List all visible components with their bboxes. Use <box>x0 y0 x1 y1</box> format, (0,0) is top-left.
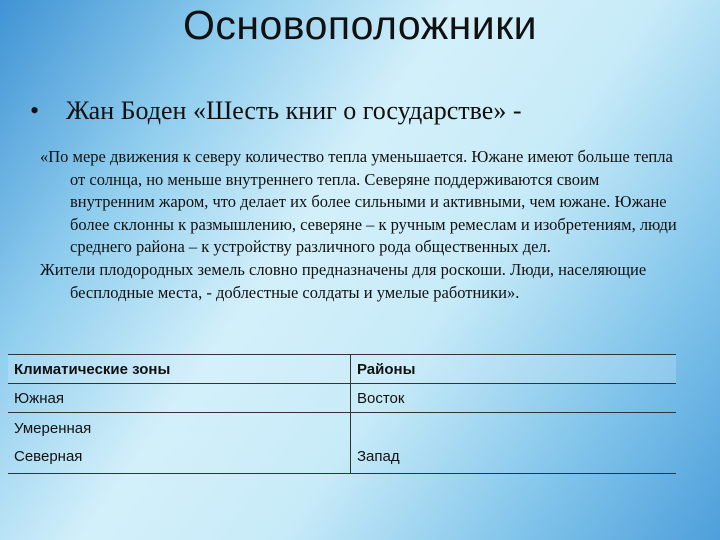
quote-paragraph-1: «По мере движения к северу количество тепла уменьшается. Южане имеют больше тепла от солнца, но меньше внутреннего тепла. Северяне поддерживаются своим внутренним жаром, что делает их более сильными и активными, чем южане. Южане более склонны к размышлению, северяне – к ручным ремеслам и изобретениям, люди среднего района – к устройству различного рода общественных дел. <box>40 147 677 257</box>
table-row <box>8 384 676 413</box>
table-cell: Запад <box>351 413 677 474</box>
quote-block <box>40 146 680 304</box>
table-cell <box>8 413 351 474</box>
table-cell: Южная <box>8 384 351 413</box>
table-header-cell: Климатические зоны <box>8 355 351 384</box>
table-cell: Восток <box>351 384 677 413</box>
bullet-marker: • <box>30 96 40 125</box>
table-header-row <box>8 355 676 384</box>
table-row <box>8 413 676 474</box>
slide-title: Основоположники <box>182 2 538 48</box>
quote-paragraph-2: Жители плодородных земель словно предназначены для роскоши. Люди, населяющие бесплодные места, - доблестные солдаты и умелые работники». <box>40 259 647 302</box>
climate-zones-table <box>8 354 676 474</box>
bullet-text: Жан Боден «Шесть книг о государстве» - <box>66 96 522 125</box>
table-cell-line: Северная <box>14 448 83 465</box>
bullet-item <box>30 96 521 126</box>
table-header-cell: Районы <box>351 355 677 384</box>
table-cell-line: Умеренная <box>14 420 92 437</box>
